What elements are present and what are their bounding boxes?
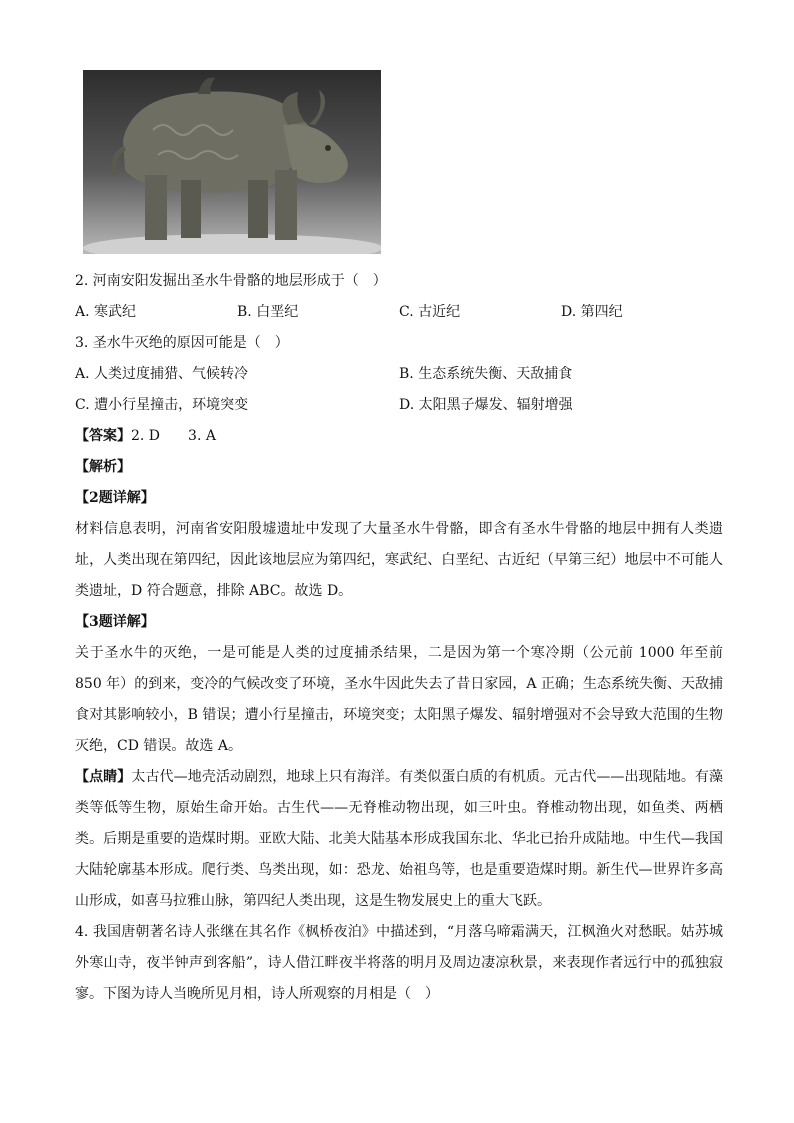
note-paragraph (75, 762, 723, 917)
q3-option-d: D. 太阳黑子爆发、辐射增强 (399, 397, 573, 413)
bronze-ox-photo (83, 70, 381, 254)
q3-stem: 3. 圣水牛灭绝的原因可能是（ ） (75, 335, 289, 351)
detail3-label: 【3题详解】 (75, 614, 155, 630)
answer-label: 【答案】 (75, 428, 131, 444)
q3-option-c: C. 遭小行星撞击，环境突变 (75, 397, 249, 413)
bronze-ox-illustration (83, 70, 381, 254)
note-label: 【点睛】 (75, 769, 132, 785)
q2-option-b: B. 白垩纪 (237, 304, 299, 320)
answer-line (75, 426, 216, 446)
q3-option-a: A. 人类过度捕猎、气候转冷 (75, 366, 249, 382)
detail2-label: 【2题详解】 (75, 490, 155, 506)
q2-option-c: C. 古近纪 (399, 304, 461, 320)
q3-option-b: B. 生态系统失衡、天敌捕食 (399, 366, 573, 382)
detail3-text: 关于圣水牛的灭绝，一是可能是人类的过度捕杀结果，二是因为第一个寒冷期（公元前 1000 年至前 850 年）的到来，变冷的气候改变了环境，圣水牛因此失去了昔日家园，A 正确；生态系统失衡、天敌捕食对其影响较小，B 错误；遭小行星撞击，环境突变；太阳黑子爆发、辐射增强对不会导致大范围的生物灭绝，CD 错误。故选 A。 (75, 645, 723, 754)
q2-option-a: A. 寒武纪 (75, 304, 137, 320)
q2-option-d: D. 第四纪 (561, 304, 623, 320)
q4-text: 4. 我国唐朝著名诗人张继在其名作《枫桥夜泊》中描述到，“月落乌啼霜满天，江枫渔火对愁眠。姑苏城外寒山寺，夜半钟声到客船”，诗人借江畔夜半将落的明月及周边凄凉秋景，来表现作者远行中的孤独寂寥。下图为诗人当晚所见月相，诗人所观察的月相是（ ） (75, 924, 723, 1002)
analysis-label: 【解析】 (75, 459, 131, 475)
q2-stem: 2. 河南安阳发掘出圣水牛骨骼的地层形成于（ ） (75, 273, 387, 289)
detail2-text: 材料信息表明，河南省安阳殷墟遗址中发现了大量圣水牛骨骼，即含有圣水牛骨骼的地层中拥有人类遗址，人类出现在第四纪，因此该地层应为第四纪，寒武纪、白垩纪、古近纪（早第三纪）地层中不可能人类遗址，D 符合题意，排除 ABC。故选 D。 (75, 521, 723, 599)
answer-text: 2. D 3. A (131, 428, 216, 444)
note-text: 太古代—地壳活动剧烈，地球上只有海洋。有类似蛋白质的有机质。元古代——出现陆地。有藻类等低等生物，原始生命开始。古生代——无脊椎动物出现，如三叶虫。脊椎动物出现，如鱼类、两栖类。后期是重要的造煤时期。亚欧大陆、北美大陆基本形成我国东北、华北已抬升成陆地。中生代—我国大陆轮廓基本形成。爬行类、鸟类出现，如：恐龙、始祖鸟等，也是重要造煤时期。新生代—世界许多高山形成，如喜马拉雅山脉，第四纪人类出现，这是生物发展史上的重大飞跃。 (75, 769, 724, 909)
